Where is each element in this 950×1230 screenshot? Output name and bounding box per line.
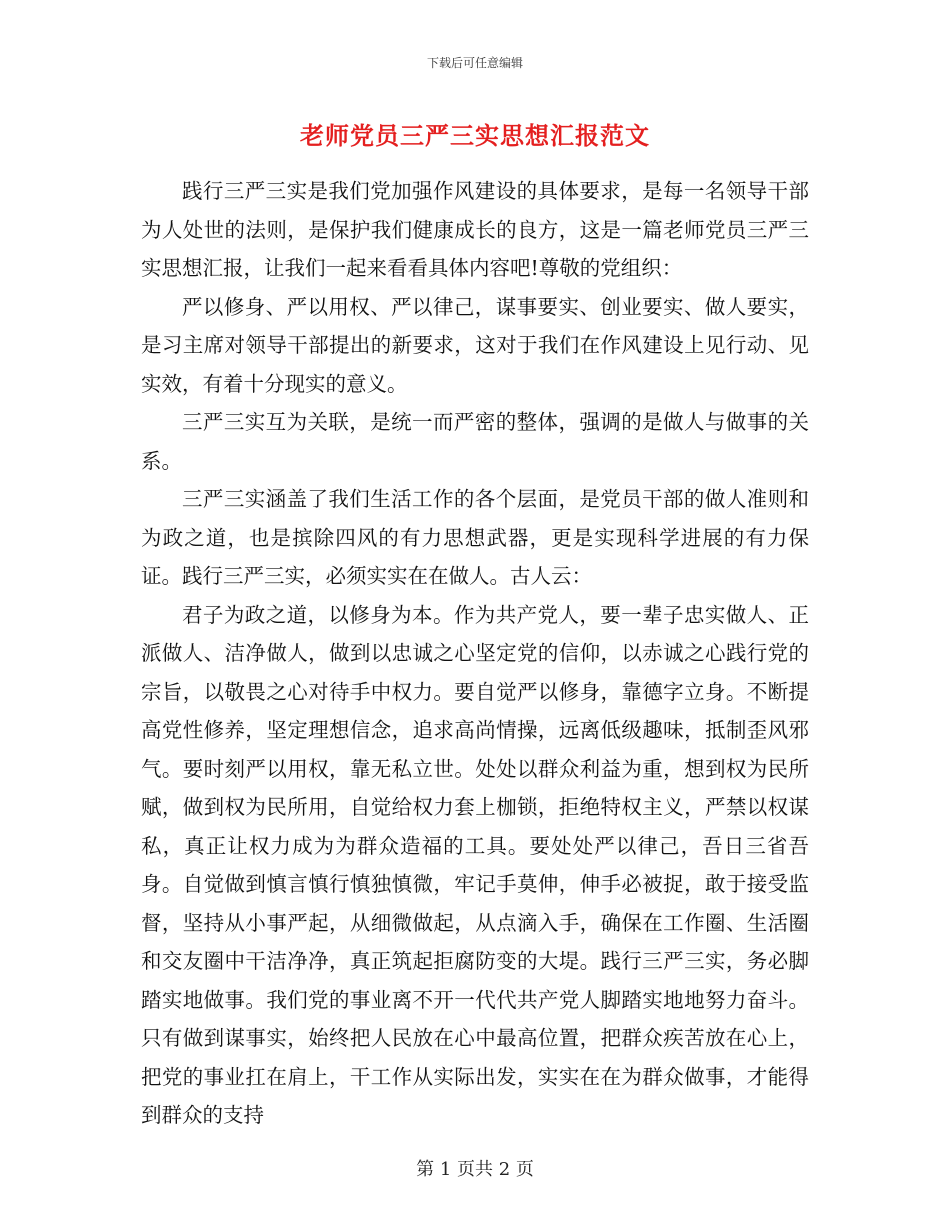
page-header: 下载后可任意编辑 <box>426 56 523 70</box>
paragraph: 三严三实互为关联，是统一而严密的整体，强调的是做人与做事的关系。 <box>141 410 809 473</box>
document-title: 老师党员三严三实思想汇报范文 <box>300 121 650 150</box>
document-body <box>141 172 809 1135</box>
paragraph: 三严三实涵盖了我们生活工作的各个层面，是党员干部的做人准则和为政之道，也是摈除四风的有力思想武器，更是实现科学进展的有力保证。践行三严三实，必须实实在在做人。古人云： <box>141 487 809 588</box>
paragraph: 严以修身、严以用权、严以律己，谋事要实、创业要实、做人要实，是习主席对领导干部提出的新要求，这对于我们在作风建设上见行动、见实效，有着十分现实的意义。 <box>141 294 809 396</box>
paragraph: 践行三严三实是我们党加强作风建设的具体要求，是每一名领导干部为人处世的法则，是保护我们健康成长的良方，这是一篇老师党员三严三实思想汇报，让我们一起来看看具体内容吧!尊敬的党组织： <box>141 179 809 280</box>
paragraph: 君子为政之道，以修身为本。作为共产党人，要一辈子忠实做人、正派做人、洁净做人，做到以忠诚之心坚定党的信仰，以赤诚之心践行党的宗旨，以敬畏之心对待手中权力。要自觉严以修身，靠德字立身。不断提高党性修养，坚定理想信念，追求高尚情操，远离低级趣味，抵制歪风邪气。要时刻严以用权，靠无私立世。处处以群众利益为重，想到权为民所赋，做到权为民所用，自觉给权力套上枷锁，拒绝特权主义，严禁以权谋私，真正让权力成为为群众造福的工具。要处处严以律己，吾日三省吾身。自觉做到慎言慎行慎独慎微，牢记手莫伸，伸手必被捉，敢于接受监督，坚持从小事严起，从细微做起，从点滴入手，确保在工作圈、生活圈和交友圈中干洁净净，真正筑起拒腐防变的大堤。践行三严三实，务必脚踏实地做事。我们党的事业离不开一代代共产党人脚踏实地地努力奋斗。只有做到谋事实，始终把人民放在心中最高位置，把群众疾苦放在心上，把党的事业扛在肩上，干工作从实际出发，实实在在为群众做事，才能得到群众的支持 <box>141 602 809 1127</box>
page-footer: 第 1 页共 2 页 <box>416 1159 534 1180</box>
